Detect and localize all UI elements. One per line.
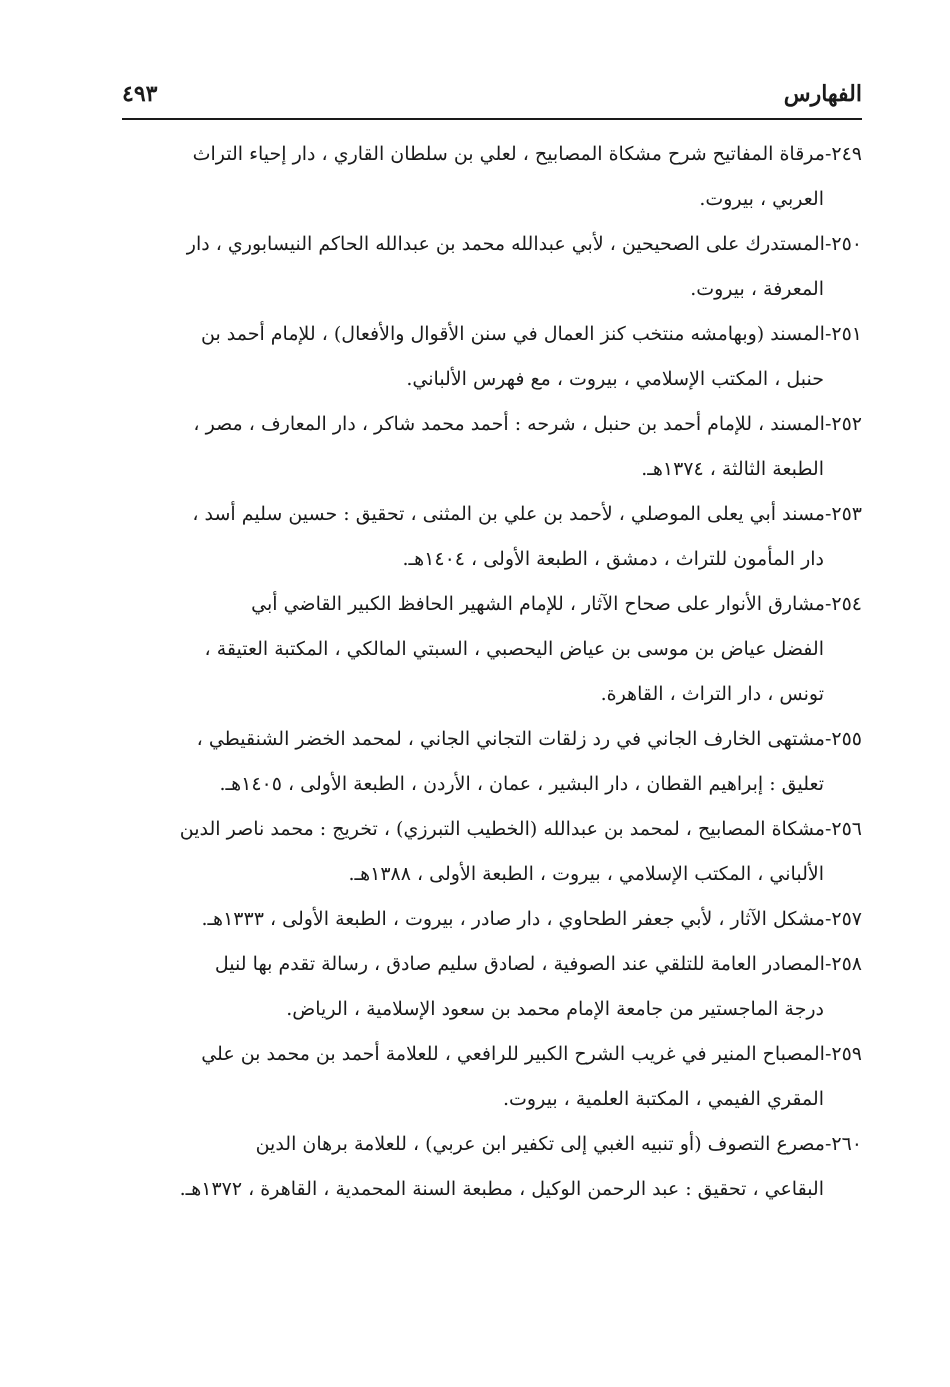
- entry-continuation: البقاعي ، تحقيق : عبد الرحمن الوكيل ، مطبعة السنة المحمدية ، القاهرة ، ١٣٧٢هـ.: [179, 1178, 824, 1200]
- entry-continuation: الألباني ، المكتب الإسلامي ، بيروت ، الطبعة الأولى ، ١٣٨٨هـ.: [348, 863, 824, 885]
- bibliography-entry-249: [122, 132, 862, 222]
- entry-line: -المصادر العامة للتلقي عند الصوفية ، لصادق سليم صادق ، رسالة تقدم بها لنيل: [214, 953, 832, 975]
- bibliography-entry-253: [122, 492, 862, 582]
- entry-number: ٢٥١: [831, 323, 862, 345]
- entry-number: ٢٦٠: [831, 1133, 862, 1155]
- entry-number: ٢٥٧: [831, 908, 862, 930]
- entry-continuation: الفضل عياض بن موسى بن عياض اليحصبي ، السبتي المالكي ، المكتبة العتيقة ،: [204, 638, 824, 660]
- entry-number: ٢٥٣: [831, 503, 862, 525]
- entry-line: -المصباح المنير في غريب الشرح الكبير للرافعي ، للعلامة أحمد بن محمد بن علي: [201, 1043, 832, 1065]
- page-header: [122, 74, 862, 114]
- entry-number: ٢٥٨: [831, 953, 862, 975]
- bibliography-entry-255: [122, 717, 862, 807]
- entry-continuation: تونس ، دار التراث ، القاهرة.: [600, 683, 824, 705]
- bibliography-list: [122, 132, 862, 1212]
- bibliography-entry-260: [122, 1122, 862, 1212]
- bibliography-entry-258: [122, 942, 862, 1032]
- entry-number: ٢٥٤: [831, 593, 862, 615]
- entry-number: ٢٥٩: [831, 1043, 862, 1065]
- entry-continuation: العربي ، بيروت.: [699, 188, 824, 210]
- bibliography-entry-251: [122, 312, 862, 402]
- entry-line: -المسند ، للإمام أحمد بن حنبل ، شرحه : أحمد محمد شاكر ، دار المعارف ، مصر ،: [193, 413, 832, 435]
- entry-number: ٢٥٦: [831, 818, 862, 840]
- entry-continuation: المعرفة ، بيروت.: [690, 278, 824, 300]
- entry-continuation: حنبل ، المكتب الإسلامي ، بيروت ، مع فهرس الألباني.: [406, 368, 824, 390]
- bibliography-entry-256: [122, 807, 862, 897]
- entry-line: -مشكل الآثار ، لأبي جعفر الطحاوي ، دار صادر ، بيروت ، الطبعة الأولى ، ١٣٣٣هـ.: [201, 908, 832, 930]
- entry-number: ٢٥٠: [831, 233, 862, 255]
- entry-continuation: المقري الفيمي ، المكتبة العلمية ، بيروت.: [503, 1088, 824, 1110]
- entry-line: -المستدرك على الصحيحين ، لأبي عبدالله محمد بن عبدالله الحاكم النيسابوري ، دار: [186, 233, 832, 255]
- bibliography-entry-254: [122, 582, 862, 717]
- bibliography-entry-252: [122, 402, 862, 492]
- bibliography-entry-257: [122, 897, 862, 942]
- entry-line: -مشكاة المصابيح ، لمحمد بن عبدالله (الخطيب التبرزي) ، تخريج : محمد ناصر الدين: [179, 818, 832, 840]
- entry-number: ٢٤٩: [831, 143, 862, 165]
- header-divider: [122, 118, 862, 120]
- entry-line: -مسند أبي يعلى الموصلي ، لأحمد بن علي بن المثنى ، تحقيق : حسين سليم أسد ،: [192, 503, 832, 525]
- entry-continuation: دار المأمون للتراث ، دمشق ، الطبعة الأولى ، ١٤٠٤هـ.: [402, 548, 824, 570]
- entry-number: ٢٥٥: [831, 728, 862, 750]
- bibliography-entry-250: [122, 222, 862, 312]
- entry-line: -مرقاة المفاتيح شرح مشكاة المصابيح ، لعلي بن سلطان القاري ، دار إحياء التراث: [192, 143, 832, 165]
- entry-continuation: الطبعة الثالثة ، ١٣٧٤هـ.: [641, 458, 824, 480]
- entry-number: ٢٥٢: [831, 413, 862, 435]
- entry-line: -المسند (وبهامشه منتخب كنز العمال في سنن الأقوال والأفعال) ، للإمام أحمد بن: [200, 323, 832, 345]
- running-title: الفهارس: [783, 81, 862, 107]
- entry-continuation: تعليق : إبراهيم القطان ، دار البشير ، عمان ، الأردن ، الطبعة الأولى ، ١٤٠٥هـ.: [219, 773, 824, 795]
- entry-continuation: درجة الماجستير من جامعة الإمام محمد بن سعود الإسلامية ، الرياض.: [286, 998, 824, 1020]
- entry-line: -مصرع التصوف (أو تنبيه الغبي إلى تكفير ابن عربي) ، للعلامة برهان الدين: [255, 1133, 832, 1155]
- entry-line: -مشتهى الخارف الجاني في رد زلقات التجاني الجاني ، لمحمد الخضر الشنقيطي ،: [196, 728, 832, 750]
- bibliography-entry-259: [122, 1032, 862, 1122]
- page-number: ٤٩٣: [122, 81, 158, 107]
- entry-line: -مشارق الأنوار على صحاح الآثار ، للإمام الشهير الحافظ الكبير القاضي أبي: [251, 593, 832, 615]
